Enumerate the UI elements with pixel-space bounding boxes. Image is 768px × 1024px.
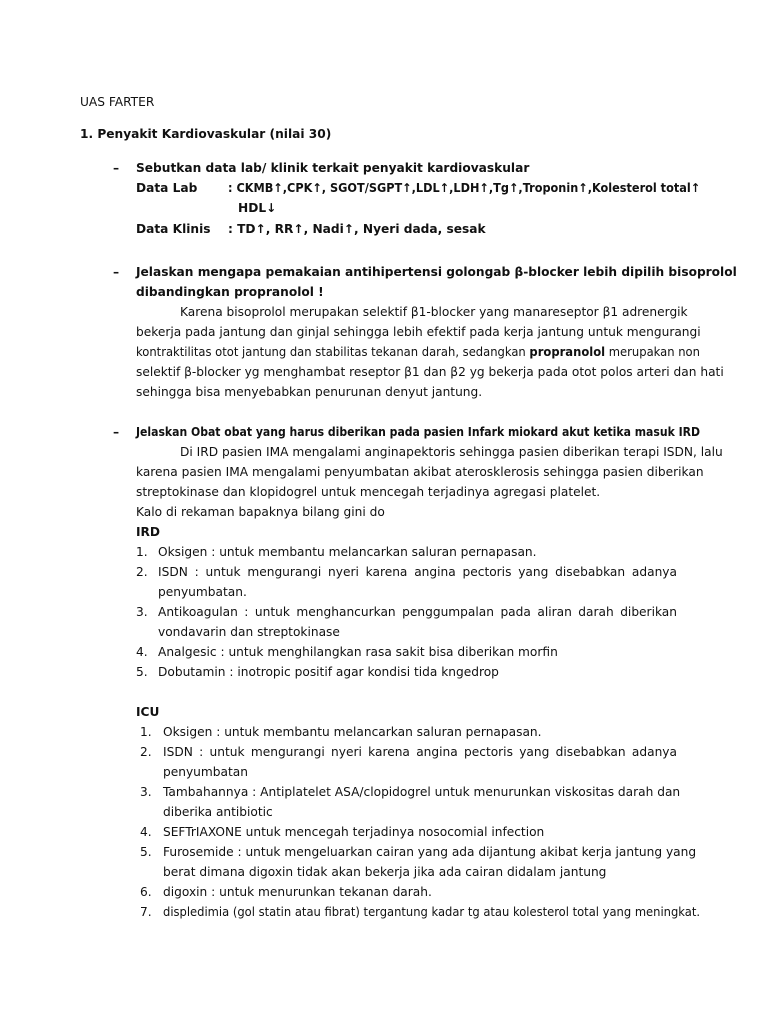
ird-heading: IRD [136, 525, 161, 539]
icu-item-isdn-cont: penyumbatan [163, 765, 248, 779]
answer-2-line-1: Karena bisoprolol merupakan selektif β1-blocker yang manareseptor β1 adrenergik [180, 305, 688, 319]
answer-2-line-4: selektif β-blocker yg menghambat reseptor β1 dan β2 yg bekerja pada otot polos arteri dan hati [136, 365, 724, 379]
ird-item-analgesic: Analgesic : untuk menghilangkan rasa sakit bisa diberikan morfin [158, 645, 558, 659]
answer-2-line-5: sehingga bisa menyebabkan penurunan denyut jantung. [136, 385, 483, 399]
answer-2-line-3a: kontraktilitas otot jantung dan stabilitas tekanan darah, sedangkan [136, 345, 526, 359]
lab-label: Data Lab [136, 181, 198, 195]
list-number: 2. [140, 745, 152, 759]
klinis-label: Data Klinis [136, 222, 211, 236]
lab-values-hdl: HDL↓ [238, 201, 277, 215]
bullet-dash: – [113, 425, 120, 439]
question-2-line-2: dibandingkan propranolol ! [136, 285, 324, 299]
list-number: 5. [136, 665, 148, 679]
answer-2-line-2: bekerja pada jantung dan ginjal sehingga lebih efektif pada kerja jantung untuk mengurangi [136, 325, 701, 339]
list-number: 5. [140, 845, 152, 859]
bullet-dash: – [113, 265, 120, 279]
ird-item-antikoagulan-cont: vondavarin dan streptokinase [158, 625, 340, 639]
icu-item-tambahannya: Tambahannya : Antiplatelet ASA/clopidogrel untuk menurunkan viskositas darah dan [163, 785, 681, 799]
list-number: 7. [140, 905, 152, 919]
question-1: Sebutkan data lab/ klinik terkait penyakit kardiovaskular [136, 161, 530, 175]
icu-item-displedimia: displedimia (gol statin atau fibrat) tergantung kadar tg atau kolesterol total yang meningkat. [163, 905, 701, 919]
icu-item-digoxin: digoxin : untuk menurunkan tekanan darah. [163, 885, 432, 899]
ird-item-oksigen: Oksigen : untuk membantu melancarkan saluran pernapasan. [158, 545, 537, 559]
klinis-values: : TD↑, RR↑, Nadi↑, Nyeri dada, sesak [228, 222, 486, 236]
list-number: 4. [136, 645, 148, 659]
icu-item-seftriaxone: SEFTrIAXONE untuk mencegah terjadinya nosocomial infection [163, 825, 545, 839]
section-heading: 1. Penyakit Kardiovaskular (nilai 30) [80, 127, 332, 141]
answer-3-line-1: Di IRD pasien IMA mengalami anginapektoris sehingga pasien diberikan terapi ISDN, lalu [180, 445, 723, 459]
list-number: 6. [140, 885, 152, 899]
answer-3-line-3: streptokinase dan klopidogrel untuk mencegah terjadinya agregasi platelet. [136, 485, 601, 499]
icu-item-furosemide: Furosemide : untuk mengeluarkan cairan yang ada dijantung akibat kerja jantung yang [163, 845, 697, 859]
list-number: 2. [136, 565, 148, 579]
list-number: 3. [136, 605, 148, 619]
icu-item-tambahannya-cont: diberika antibiotic [163, 805, 273, 819]
lecture-note: Kalo di rekaman bapaknya bilang gini do [136, 505, 385, 519]
drug-propranolol: propranolol [529, 345, 606, 359]
ird-item-dobutamin: Dobutamin : inotropic positif agar kondisi tida kngedrop [158, 665, 499, 679]
list-number: 4. [140, 825, 152, 839]
list-number: 3. [140, 785, 152, 799]
document-title: UAS FARTER [80, 95, 155, 109]
ird-item-isdn: ISDN : untuk mengurangi nyeri karena angina pectoris yang disebabkan adanya [158, 565, 677, 579]
question-2-line-1: Jelaskan mengapa pemakaian antihipertensi golongab β-blocker lebih dipilih bisoprolol [136, 265, 737, 279]
answer-2-line-3c: merupakan non [608, 345, 700, 359]
question-3: Jelaskan Obat obat yang harus diberikan pada pasien Infark miokard akut ketika masuk IRD [136, 425, 701, 439]
icu-heading: ICU [136, 705, 160, 719]
answer-2-line-3 [136, 342, 700, 362]
list-number: 1. [140, 725, 152, 739]
icu-item-oksigen: Oksigen : untuk membantu melancarkan saluran pernapasan. [163, 725, 542, 739]
icu-item-furosemide-cont: berat dimana digoxin tidak akan bekerja jika ada cairan didalam jantung [163, 865, 607, 879]
ird-item-antikoagulan: Antikoagulan : untuk menghancurkan penggumpalan pada aliran darah diberikan [158, 605, 677, 619]
lab-values: : CKMB↑,CPK↑, SGOT/SGPT↑,LDL↑,LDH↑,Tg↑,Troponin↑,Kolesterol total↑ [228, 181, 701, 195]
ird-item-isdn-cont: penyumbatan. [158, 585, 247, 599]
list-number: 1. [136, 545, 148, 559]
bullet-dash: – [113, 161, 120, 175]
answer-3-line-2: karena pasien IMA mengalami penyumbatan akibat aterosklerosis sehingga pasien diberikan [136, 465, 704, 479]
icu-item-isdn: ISDN : untuk mengurangi nyeri karena angina pectoris yang disebabkan adanya [163, 745, 677, 759]
